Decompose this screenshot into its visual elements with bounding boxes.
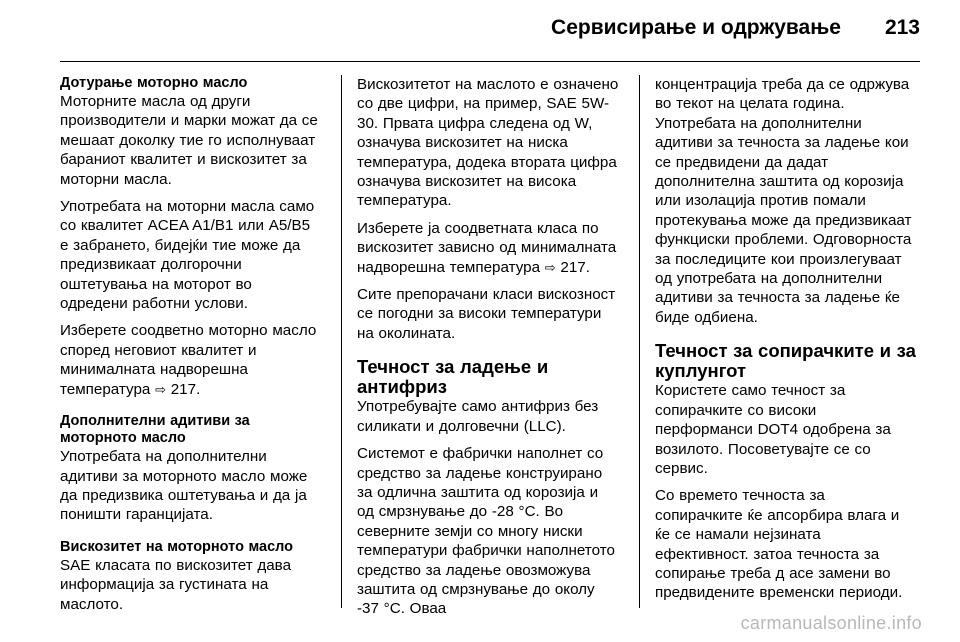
- section-heading-oil-additives-line1: Дополнителни адитиви за: [60, 413, 250, 430]
- paragraph: Сите препорачани класи вискозност се погодни за високи температури на околината.: [357, 286, 616, 342]
- text-column-1: [60, 75, 322, 622]
- section-heading-oil-viscosity: Вискозитет на моторното масло: [60, 538, 294, 555]
- paragraph-with-reference: [357, 219, 619, 277]
- paragraph-text: Изберете соодветно моторно масло според неговиот квалитет и минималната надворешна температура: [60, 322, 317, 398]
- paragraph: Системот е фабрички наполнет со средство за ладење конструирано за одлична заштита од корозија и од смрзнување до -28 °C. Во северните земји со многу ниски температури фабрички наполнетото средство за ладење овозможува заштита од смрзнување до околу -37 °C. Оваа: [357, 445, 615, 618]
- paragraph: Користете само течност за сопирачките со високи перформанси DOT4 одобрена за возилото. Посоветувајте се со сервис.: [655, 382, 891, 477]
- section-heading-coolant-line1: Течност за ладење и: [357, 356, 549, 378]
- text-column-3: [655, 75, 917, 611]
- paragraph: Вискозитетот на маслото е означено со две цифри, на пример, SAE 5W-30. Првата цифра следена од W, означува вискозитет на ниска температура, додека втората цифра означува вискозитет на висока температура.: [357, 76, 619, 210]
- section-heading-oil-additives-line2: моторното масло: [60, 430, 186, 447]
- paragraph: SAE класата по вискозитет дава информација за густината на маслото.: [60, 556, 292, 613]
- paragraph: концентрација треба да се одржува во текот на целата година. Употребата на дополнителни адитиви за течноста за ладење кои се предвидени да дадат дополнителна заштита од корозија или изолација против помали протекувања може да предизвикаат функциски проблеми. Одговорноста за последиците кои произлегуваат од употребата на дополнителни адитиви за течноста за ладење ќе биде одбиена.: [655, 76, 912, 326]
- paragraph: Моторните масла од други производители и марки можат да се мешаат доколку тие го исполнуваат бараниот квалитет и вискозитет за моторни масла.: [60, 93, 318, 188]
- page-number: 213: [884, 16, 920, 39]
- column-divider-1: [341, 75, 342, 608]
- paragraph: Употребата на дополнителни адитиви за моторното масло може да предизвика оштетувања и да ја поништи гаранцијата.: [60, 448, 308, 524]
- text-column-2: [357, 75, 619, 627]
- watermark: carmanualsonline.info: [740, 613, 922, 633]
- section-heading-coolant-line2: антифриз: [357, 376, 447, 398]
- section-heading-topping-up-oil: Дотурање моторно масло: [60, 75, 248, 91]
- paragraph-with-reference: [60, 321, 322, 399]
- page-title: Сервисирање и одржување: [551, 16, 841, 39]
- paragraph: Со времето течноста за сопирачките ќе апсорбира влага и ќе се намали нејзината ефективност. затоа течноста за сопирање треба д асе замени во предвидените временски периоди.: [655, 487, 903, 602]
- paragraph: Употребата на моторни масла само со квалитет ACEA A1/B1 или A5/B5 е забрането, бидејќи тие може да предизвикаат долгорочни оштетувања на моторот во одредени работни услови.: [60, 198, 315, 313]
- paragraph-text: Изберете ја соодветната класа по вискозитет зависно од минималната надворешна температура: [357, 219, 617, 276]
- page-reference-arrow-icon: ⇨: [155, 381, 166, 397]
- header-divider: [60, 61, 920, 62]
- section-heading-brake-fluid-line2: куплунгот: [655, 360, 747, 382]
- page-reference-number: 217.: [560, 258, 590, 276]
- page-header: [551, 16, 920, 48]
- section-heading-brake-fluid-line1: Течност за сопирачките и за: [655, 340, 916, 362]
- page-reference-number: 217.: [170, 380, 201, 398]
- paragraph: Употребувајте само антифриз без силикати и долговечни (LLC).: [357, 398, 599, 435]
- page-reference-arrow-icon: ⇨: [544, 259, 556, 275]
- column-divider-2: [639, 75, 640, 608]
